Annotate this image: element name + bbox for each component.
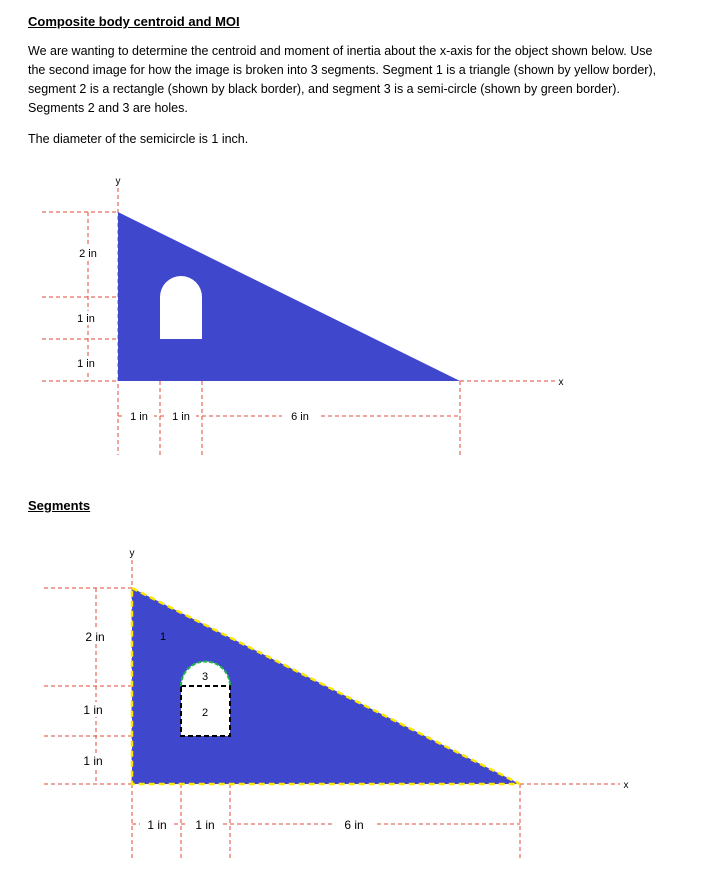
intro-paragraph: We are wanting to determine the centroid and moment of inertia about the x-axis for the object shown below. Use the second image for how the image is broken into 3 segments. Segment 1 is a triangle (shown by yellow border), segment 2 is a rectangle (shown by black border), and segment 3 is a semi-circle (shown by green border). Segments 2 and 3 are holes. — [28, 44, 657, 115]
figure-2 — [44, 548, 629, 860]
segment-2-label: 2 — [201, 707, 209, 719]
figure-2-dim-h-6in: 6 in — [344, 818, 364, 832]
figure-1-dim-2in: 2 in — [79, 248, 97, 260]
segment-3-label: 3 — [201, 671, 209, 683]
figure-2-dim-h-1in-b: 1 in — [195, 818, 215, 832]
figure-2-dim-1in-b: 1 in — [83, 754, 103, 768]
figure-1-dim-h-1in-a: 1 in — [130, 411, 148, 423]
figure-1-y-axis-label: y — [115, 176, 121, 187]
figure-2-dim-h-1in-a: 1 in — [147, 818, 167, 832]
figure-1-x-axis-label: x — [558, 377, 564, 388]
figure-1-dim-h-1in-b: 1 in — [172, 411, 190, 423]
figure-1-dim-h-6in: 6 in — [291, 411, 309, 423]
figure-2-x-axis-label: x — [623, 780, 629, 791]
figure-2-dim-2in: 2 in — [85, 630, 105, 644]
figure-1-dim-1in-a: 1 in — [77, 313, 95, 325]
segments-heading: Segments — [28, 498, 91, 513]
figure-2-dim-1in-a: 1 in — [83, 703, 103, 717]
figure-1-dim-1in-b: 1 in — [77, 358, 95, 370]
figure-1 — [42, 176, 564, 455]
figure-1-hole — [160, 276, 202, 339]
page-title: Composite body centroid and MOI — [28, 14, 240, 29]
diameter-note: The diameter of the semicircle is 1 inch. — [28, 132, 249, 146]
figure-2-y-axis-label: y — [129, 548, 135, 559]
segment-1-label: 1 — [159, 631, 167, 643]
